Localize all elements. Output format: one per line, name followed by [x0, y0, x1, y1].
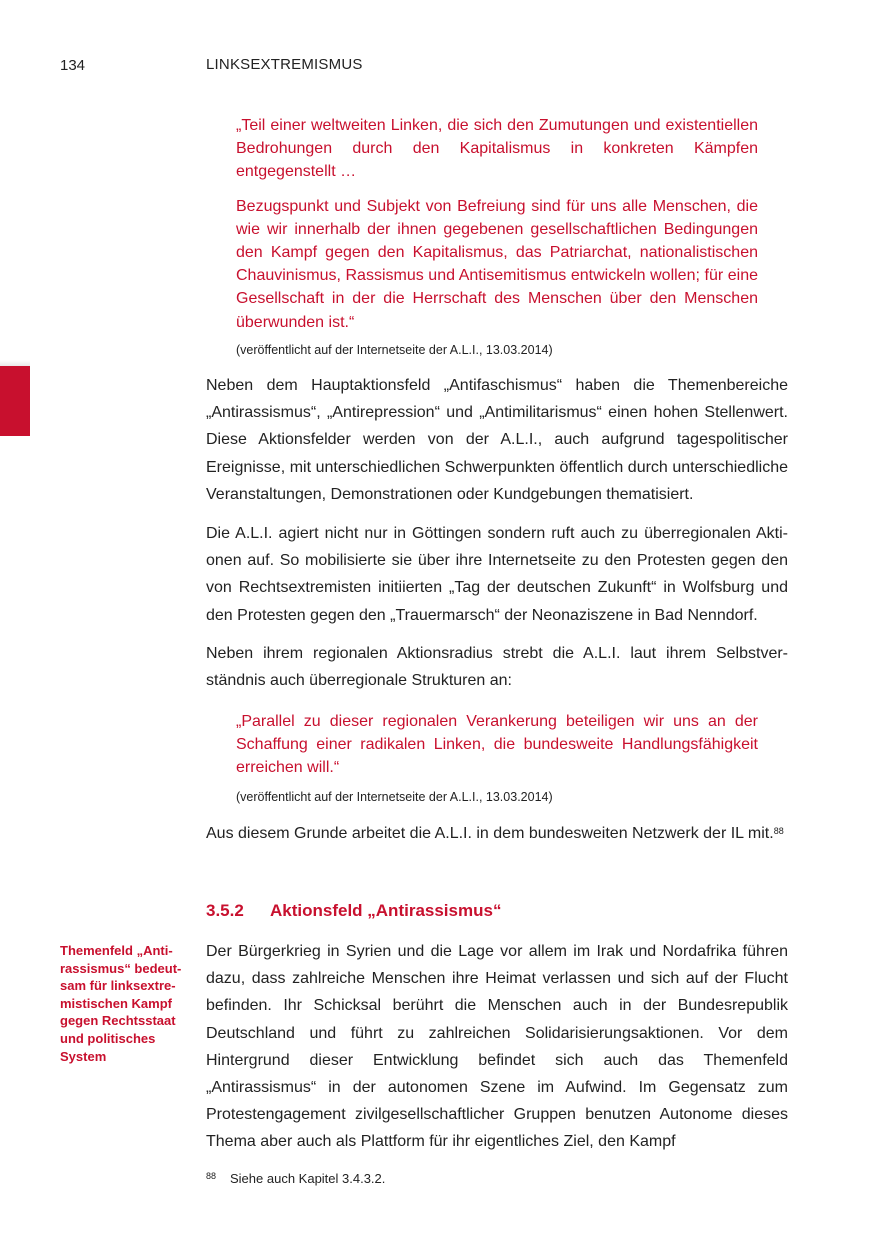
margin-note: Themenfeld „Antirassismus“ bedeutsam für linksextremistischen Kampf gegen Rechtsstaat und politisches System	[60, 943, 182, 1064]
running-title: LINKSEXTREMISMUS	[206, 56, 363, 73]
quote-2-text: „Parallel zu dieser regionalen Verankerung beteiligen wir uns an der Schaffung einer radikalen Linken, die bundesweite Handlungsfähigkeit erreichen will.“	[236, 713, 758, 777]
block-quote-1	[236, 114, 758, 345]
footnote	[206, 1171, 385, 1186]
body-paragraph-4-text: Aus diesem Grunde arbeitet die A.L.I. in dem bundesweiten Netzwerk der IL mit.	[206, 825, 774, 842]
section-heading	[206, 901, 501, 921]
body-paragraph-1: Neben dem Hauptaktionsfeld „Antifaschismus“ haben die Themenbereiche „Antirassismus“, „Antirepression“ und „Antimilitarismus“ einen hohen Stellenwert. Diese Aktionsfelder werden von der A.L.I., auch aufgrund tagespolitischer Ereignisse, mit unterschiedlichen Schwerpunkten öffentlich durch unterschiedliche Veranstaltungen, Demonstrationen oder Kundgebungen thematisiert.	[206, 377, 788, 503]
footnote-text: Siehe auch Kapitel 3.4.3.2.	[230, 1171, 386, 1186]
footnote-reference[interactable]: 88	[773, 826, 784, 836]
body-paragraph-2: Die A.L.I. agiert nicht nur in Göttingen sondern ruft auch zu überregionalen Aktionen auf. So mobilisierte sie über ihre Internetseite zu den Protesten gegen den von Rechtsextremisten initiierten „Tag der deutschen Zukunft“ in Wolfsburg und den Protesten gegen den „Trauermarsch“ der Neonaziszene in Bad Nenndorf.	[206, 525, 788, 624]
block-quote-2	[236, 710, 758, 791]
section-number: 3.5.2	[206, 901, 244, 920]
quote-1-source: (veröffentlicht auf der Internetseite der A.L.I., 13.03.2014)	[236, 343, 553, 357]
page-number: 134	[60, 57, 86, 74]
quote-1-paragraph-2: Bezugspunkt und Subjekt von Befreiung sind für uns alle Menschen, die wie wir innerhalb der ihnen gegebenen gesellschaftlichen Bedingungen den Kampf gegen den Kapitalismus, das Patriarchat, nationalistischen Chauvinismus, Rassismus und Antisemitismus entwickeln wollen; für eine Gesellschaft in der die Herrschaft des Menschen über den Menschen überwunden ist.“	[236, 197, 758, 331]
quote-1-paragraph-1: „Teil einer weltweiten Linken, die sich den Zumutungen und existentiellen Bedrohungen durch den Kapitalismus in konkreten Kämpfen entgegenstellt …	[236, 117, 758, 181]
body-paragraph-4	[206, 820, 788, 847]
footnote-number: 88	[206, 1171, 217, 1181]
quote-2-source: (veröffentlicht auf der Internetseite der A.L.I., 13.03.2014)	[236, 790, 553, 804]
chapter-tab-marker	[0, 366, 30, 436]
body-paragraph-5: Der Bürgerkrieg in Syrien und die Lage vor allem im Irak und Nordafrika führen dazu, dass zahlreiche Menschen ihre Heimat verlassen und sich auf der Flucht befinden. Ihr Schicksal berührt die Menschen auch in der Bundesrepublik Deutschland und führt zu zahlreichen Solidarisierungsaktionen. Vor dem Hintergrund dieser Entwicklung befindet sich auch das Themenfeld „Antirassismus“ in der autonomen Szene im Aufwind. Im Gegensatz zum Protestengagement zivilgesellschaftlicher Gruppen benutzen Autonome dieses Thema aber auch als Plattform für ihr eigentliches Ziel, den Kampf	[206, 943, 788, 1151]
section-title: Aktionsfeld „Antirassismus“	[270, 901, 502, 920]
body-paragraph-3: Neben ihrem regionalen Aktionsradius strebt die A.L.I. laut ihrem Selbstverständnis auch überregionale Strukturen an:	[206, 645, 788, 690]
